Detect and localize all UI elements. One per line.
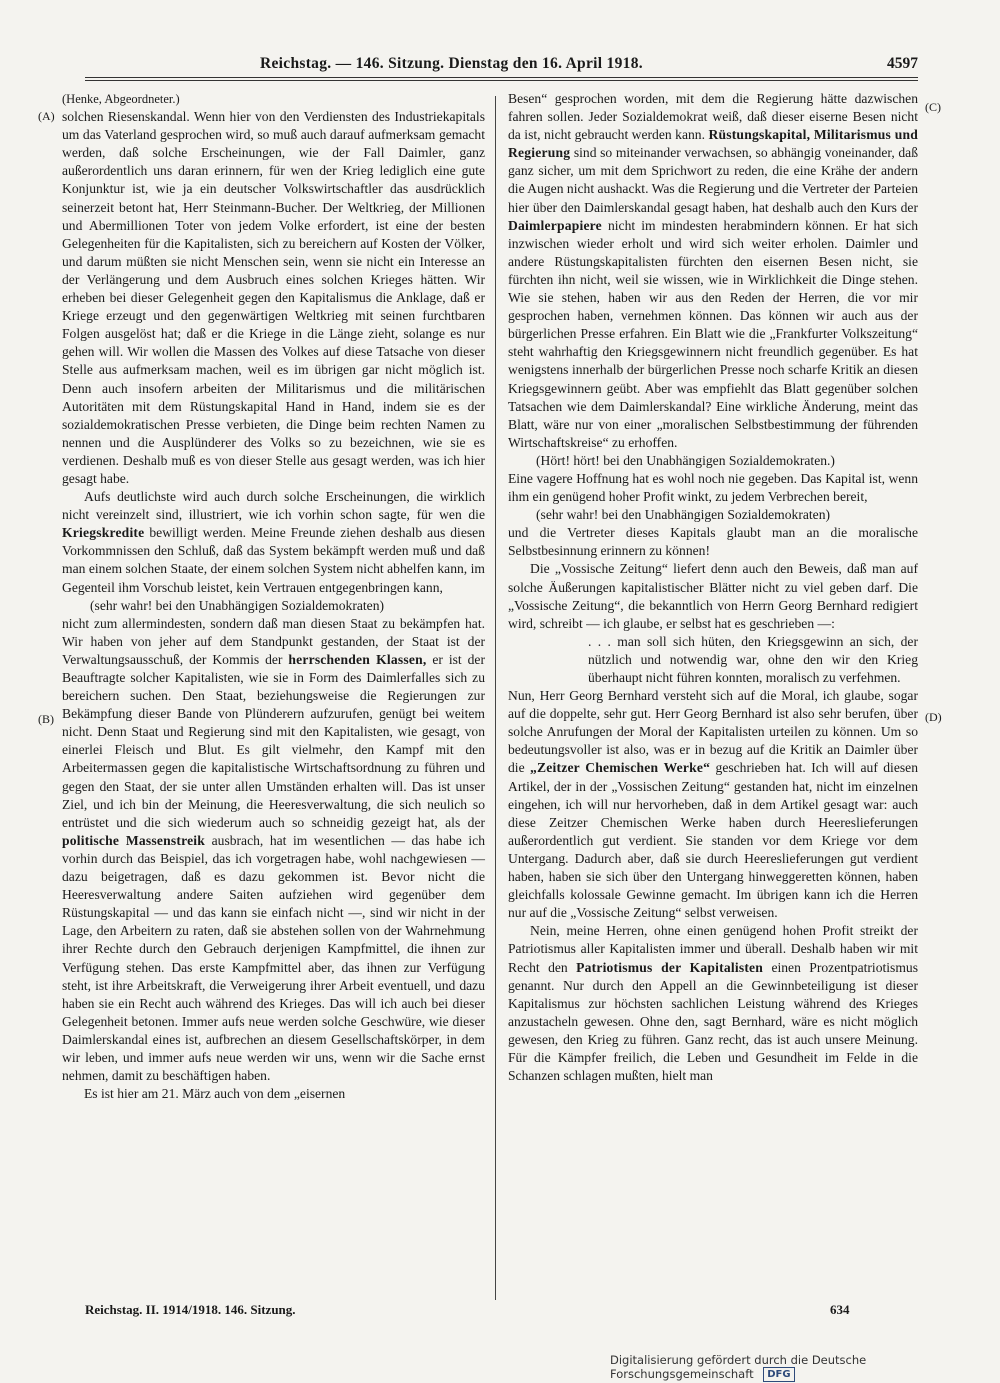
margin-marker-b: (B): [38, 712, 54, 726]
margin-marker-c: (C): [925, 100, 941, 114]
credit-text: Digitalisierung gefördert durch die Deutsche Forschungsgemeinschaft: [610, 1353, 867, 1381]
page-header: [85, 55, 918, 77]
paragraph: Aufs deutlichste wird auch durch solche Erscheinungen, die wirklich nicht vereinzelt sind, illustriert, wie ich vorhin schon sagte, für wen die Kriegskredite bewilligt werden. Meine Freunde ziehen deshalb aus diesen Vorkommnissen den Schluß, daß das System bekämpft werden muß und daß man einem solchen Staate, der einem solchen System nicht abhelfen kann, im Gegenteil ihm Vorschub leistet, kein Vertrauen entgegenbringen kann,: [62, 489, 485, 595]
paragraph: Nun, Herr Georg Bernhard versteht sich auf die Moral, ich glaube, sogar auf die doppelte, sehr gut. Herr Georg Bernhard ist also sehr berufen, über solche Anrufungen der Moral der Kapitalisten urteilen zu können. Um so bedeutungsvoller ist also, was er in bezug auf die Kritik an Daimler über die „Zeitzer Chemischen Werke“ geschrieben hat. Ich will auf diesen Artikel, der in der „Vossischen Zeitung“ gestanden hat, nicht im einzelnen eingehen, ich will nur hervorheben, daß in dem Artikel gesagt war: auch diese Zeitzer Chemischen Werke haben durch Heereslieferungen außerordentlich gut verdient. Sie standen vor dem Kriege vor dem Untergang. Dadurch aber, daß sie durch Heereslieferungen gut verdient haben, haben sie sich über den Untergang hinweggeretten können, haben gleichfalls kolossale Gewinne gemacht. Im übrigen kann ich die Herren nur auf die „Vossische Zeitung“ selbst verweisen.: [508, 688, 918, 921]
emphasis: „Zeitzer Chemischen Werke“: [530, 760, 711, 776]
page-number: 4597: [887, 55, 918, 72]
dfg-logo: DFG: [763, 1367, 794, 1382]
interjection: (sehr wahr! bei den Unabhängigen Sozialdemokraten): [90, 597, 385, 613]
column-divider: [495, 96, 496, 1300]
emphasis: Patriotismus der Kapitalisten: [576, 959, 764, 975]
speaker-label: (Henke, Abgeordneter.): [62, 92, 180, 106]
header-rule: [85, 77, 918, 78]
interjection: (sehr wahr! bei den Unabhängigen Sozialdemokraten): [536, 507, 831, 523]
emphasis: herrschenden Klassen,: [288, 651, 427, 667]
emphasis: Kriegskredite: [62, 525, 145, 541]
paragraph: Nein, meine Herren, ohne einen genügend hohen Profit streikt der Patriotismus aller Kapitalisten immer und überall. Deshalb haben wir mit Recht den Patriotismus der Kapitalisten einen Prozentpatriotismus genannt. Nur durch den Appell an die Gewinnbeteiligung ist dieser Kapitalismus zur höchsten sachlichen Leistung während des Krieges anzustacheln gewesen. Ohne den, sagt Bernhard, wäre es nicht möglich gewesen, den Krieg zu führen. Ganz recht, das ist auch unsere Meinung. Für die Kämpfer freilich, die Leben und Gesundheit im Felde in die Schanzen schlagen mußten, hielt man: [508, 923, 919, 1084]
interjection: (Hört! hört! bei den Unabhängigen Sozialdemokraten.): [536, 452, 835, 468]
paragraph: und die Vertreter dieses Kapitals glaubt man an die moralische Selbstbesinnung erinnern zu können!: [508, 525, 918, 559]
header-rule-double: [85, 80, 918, 81]
footer-signature: 634: [830, 1302, 850, 1317]
paragraph: Eine vagere Hoffnung hat es wohl noch nie gegeben. Das Kapital ist, wenn ihm ein genügend hoher Profit winkt, zu jedem Verbrechen bereit,: [508, 470, 918, 505]
paragraph: Es ist hier am 21. März auch von dem „eisernen: [84, 1086, 346, 1102]
paragraph: Besen“ gesprochen worden, mit dem die Regierung hätte dazwischen fahren sollen. Jeder Sozialdemokrat weiß, daß dieser eiserne Besen nicht da ist, nicht gebraucht werden kann. Rüstungskapital, Militarismus und Regierung sind so miteinander verwachsen, so abhängig voneinander, daß ganz sicher, um mit dem Sprichwort zu reden, die eine Krähe der andern die Augen nicht aushackt. Was die Regierung und die Vertreter der Parteien hier über den Daimlerskandal gesagt haben, hat deshalb auch den Kurs der Daimlerpapiere nicht im mindesten herabmindern können. Er hat sich inzwischen wieder erholt und wird sich weiter erholen. Daimler und andere Rüstungskapitalisten fürchten den eisernen Besen nicht, sie fürchten ihn nicht, weil sie wissen, wie in Wirklichkeit die Dinge stehen. Wie sie stehen, haben wir aus den Reden der Herren, die vor mir gesprochen haben, vernehmen können. Das können wir auch aus der bürgerlichen Presse erfahren. Ein Blatt wie die „Frankfurter Volkszeitung“ steht wahrhaftig den Kriegsgewinnern nicht freundlich gegenüber. Es hat wenigstens innerhalb der bürgerlichen Presse noch scharfe Kritik an diesen Kriegsgewinnern geübt. Aber was empfiehlt das Blatt gegenüber solchen Tatsachen wie dem Daimlerskandal? Eine wirkliche Änderung, meint das Blatt, wäre nur von einer „moralischen Selbstbestimmung der führenden Wirtschaftskreise“ zu erhoffen.: [508, 91, 919, 450]
digitization-credit: [610, 1353, 1000, 1382]
emphasis: Daimlerpapiere: [508, 217, 602, 233]
margin-marker-a: (A): [38, 109, 55, 123]
paragraph: nicht zum allermindesten, sondern daß man diesen Staat zu bekämpfen hat. Wir haben von jeher auf dem Standpunkt gestanden, der Staat ist der Verwaltungsausschuß, der Kommis der herrschenden Klassen, er ist der Beauftragte solcher Kapitalisten, wie sie in Form des Daimlerfalles sich zu bereichern suchen. Den Staat, beziehungsweise die Regierungen zur Bekämpfung dieser Bande von Plünderern aufzurufen, genügt bei weitem nicht. Denn Staat und Regierung sind mit den Kapitalisten, wie gesagt, von einerlei Fleisch und Blut. Es gilt vielmehr, den Kampf mit den Arbeitermassen gegen die kapitalistische Wirtschaftsordnung zu führen und gegen den Staat, der sie unter allen Umständen erhalten will. Das ist unser Ziel, und ich bin der Meinung, die Heeresverwaltung, die sich neulich so entrüstet und die sich wiederum auch so schneidig gezeigt hat, als der politische Massenstreik ausbrach, hat im wesentlichen — das habe ich vorhin durch das Beispiel, das ich vorgetragen habe, wohl nachgewiesen — dazu beigetragen, daß es dazu gekommen ist. Bevor nicht die Heeresverwaltung andere Saiten aufziehen wird gegenüber dem Rüstungskapital — und das kann sie einfach nicht —, sind wir nicht in der Lage, den Arbeitern zu raten, daß sie abstehen sollen von der Wahrnehmung ihrer Rechte durch den Gebrauch derjenigen Kampfmittel, die ihnen zur Verfügung stehen. Das erste Kampfmittel aber, das ihnen zur Verfügung steht, ist ihre Arbeitskraft, die Verweigerung ihrer Arbeit eventuell, und dazu haben sie ein Recht auch während des Krieges. Das will ich auch bei dieser Gelegenheit betonen. Immer aufs neue werden solche Geschwüre, wie dieser Daimlerskandal eines ist, aufbrechen an diesem Gesellschaftskörper, in dem wir leben, und immer aufs neue werden wir uns, wenn wir die Sache ernst nehmen, damit zu beschäftigen haben.: [62, 615, 485, 1084]
right-column: [508, 90, 918, 1085]
margin-marker-d: (D): [925, 710, 942, 724]
running-title: Reichstag. — 146. Sitzung. Dienstag den 16. April 1918.: [260, 55, 643, 72]
footer-source: Reichstag. II. 1914/1918. 146. Sitzung.: [85, 1302, 296, 1317]
paragraph: solchen Riesenskandal. Wenn hier von den Verdiensten des Industriekapitals um das Vaterland gesprochen wird, so muß auch darauf aufmerksam gemacht werden, daß solche Erscheinungen, wie der Fall Daimler, ganz außerordentlich uns daran erinnern, für wen der Krieg lediglich eine gute Konjunktur ist, wie ja ein deutscher Volkswirtschaftler das ausdrücklich seinerzeit betont hat, Herr Steinmann-Bucher. Der Weltkrieg, der Millionen und Abermillionen Toter von jedem Volke erfordert, ist eine der besten Gelegenheiten für die Kapitalisten, sich zu bereichern auf Kosten der Völker, und darum müßten sie nicht Menschen sein, wenn sie nicht ein Interesse an der Verlängerung und dem Ausbruch eines solchen Krieges hätten. Wir erheben bei dieser Gelegenheit gegen den Kapitalismus die Anklage, daß er Kriege erzeugt und den gegenwärtigen Weltkrieg mit seinen furchtbaren Folgen ausgelöst hat; daß er die Kriege in die Länge zieht, solange es nur gehen will. Wir wollen die Massen des Volkes auf diese Tatsache von dieser Stelle aus aufmerksam machen, weil es im übrigen gar nicht möglich ist. Denn auch insofern arbeiten der Militarismus und die militärischen Autoritäten mit dem Rüstungskapital Hand in Hand, indem sie es der sozialdemokratischen Presse verbieten, die Dinge beim rechten Namen zu nennen und die Ausplünderer des Volks so zu bezeichnen, wie sie es verdienen. Deshalb muß es von dieser Stelle aus gesagt werden, was ich hier gesagt habe.: [62, 109, 485, 486]
left-column: [62, 90, 485, 1103]
emphasis: Rüstungskapital, Militarismus und Regierung: [508, 127, 918, 161]
paragraph: Die „Vossische Zeitung“ liefert denn auch den Beweis, daß man auf solche Äußerungen kapitalistischer Blätter nicht zu viel geben darf. Die „Vossische Zeitung“, die bekanntlich von Herrn Georg Bernhard redigiert wird, schreibt — ich glaube, er selbst hat es geschrieben —:: [508, 561, 918, 631]
emphasis: politische Massenstreik: [62, 832, 206, 848]
block-quote: . . . man soll sich hüten, den Kriegsgewinn an sich, der nützlich und notwendig war, ohne den wir den Krieg überhaupt nicht führen konnten, moralisch zu verfehmen.: [588, 633, 918, 685]
